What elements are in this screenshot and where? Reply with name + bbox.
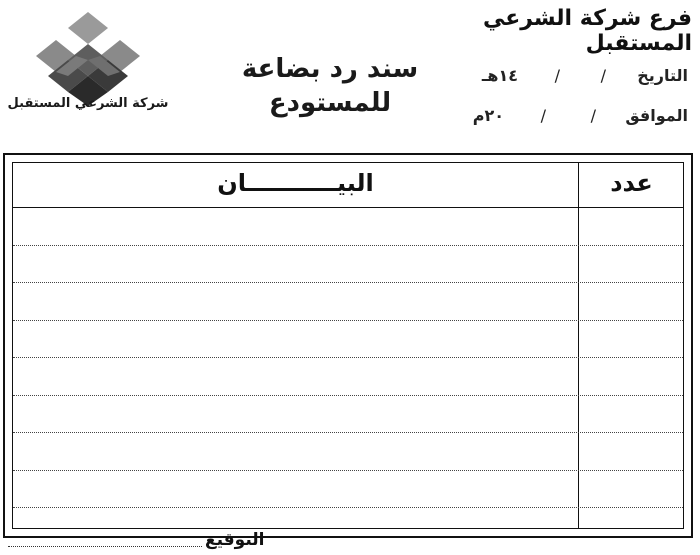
logo-company-name: شركة الشرعي المستقبل — [7, 96, 169, 111]
branch-title: فرع شركة الشرعي المستقبل — [482, 6, 692, 56]
table-header-row — [13, 163, 683, 208]
diamond-mosaic-logo-icon — [8, 8, 168, 108]
gregorian-date-label: الموافق — [625, 106, 688, 125]
signature-line[interactable] — [8, 546, 202, 547]
gregorian-date-row — [448, 106, 688, 132]
gregorian-slash-2: / — [540, 106, 546, 125]
hijri-date-label: التاريخ — [637, 66, 688, 85]
table-row — [13, 507, 683, 508]
column-divider — [578, 163, 579, 528]
items-table — [3, 153, 693, 538]
table-row — [13, 432, 683, 433]
hijri-date-row — [448, 66, 688, 92]
document-title-line1: سند رد بضاعة — [241, 54, 419, 84]
table-row — [13, 357, 683, 358]
document-title-line2: للمستودع — [268, 88, 392, 118]
count-column-header: عدد — [610, 169, 653, 197]
document-title — [230, 52, 430, 120]
items-table-inner — [12, 162, 684, 529]
table-row — [13, 395, 683, 396]
table-row — [13, 282, 683, 283]
gregorian-slash-1: / — [590, 106, 596, 125]
description-column-header: البيـــــــــــان — [217, 169, 374, 197]
signature-label: التوقيع — [205, 530, 265, 550]
gregorian-year-suffix: ٢٠م — [472, 106, 504, 125]
hijri-year-suffix: ١٤هـ — [481, 66, 518, 85]
table-row — [13, 470, 683, 471]
table-row — [13, 245, 683, 246]
hijri-slash-2: / — [554, 66, 560, 85]
table-row — [13, 320, 683, 321]
hijri-slash-1: / — [600, 66, 606, 85]
